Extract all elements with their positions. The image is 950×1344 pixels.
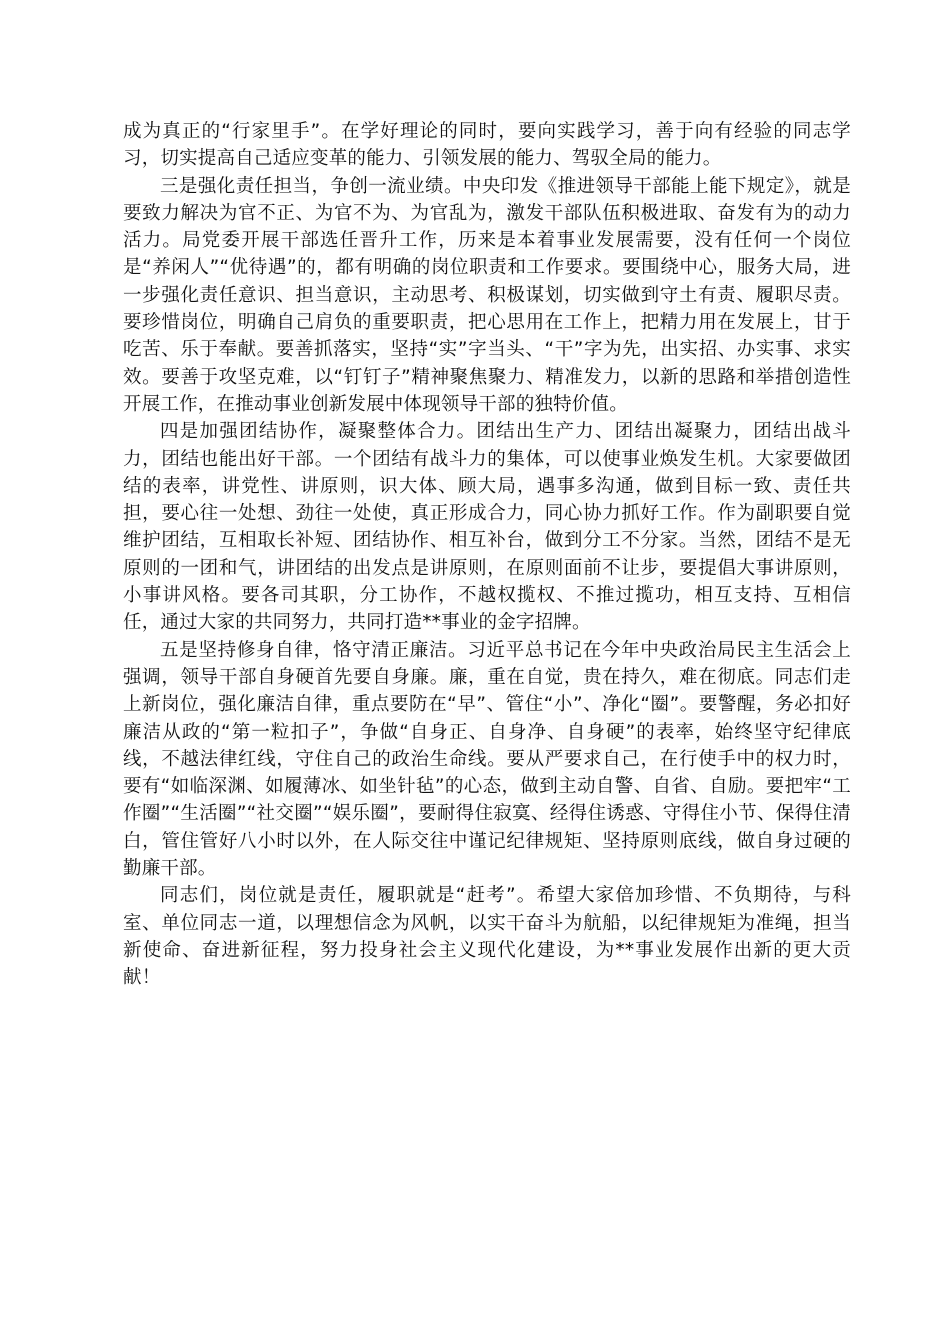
paragraph-responsibility: 三是强化责任担当，争创一流业绩。中央印发《推进领导干部能上能下规定》，就是要致力解决为官不正、为官不为、为官乱为，激发干部队伍积极进取、奋发有为的动力活力。局党委开展干部选任晋升工作，历来是本着事业发展需要，没有任何一个岗位是“养闲人”“优待遇”的，都有明确的岗位职责和工作要求。要围绕中心，服务大局，进一步强化责任意识、担当意识，主动思考、积极谋划，切实做到守土有责、履职尽责。要珍惜岗位，明确自己肩负的重要职责，把心思用在工作上，把精力用在发展上，甘于吃苦、乐于奉献。要善抓落实，坚持“实”字当头、“干”字为先，出实招、办实事、求实效。要善于攻坚克难，以“钉钉子”精神聚焦聚力、精准发力，以新的思路和举措创造性开展工作，在推动事业创新发展中体现领导干部的独特价值。 [123,175,851,415]
document-page [123,118,851,992]
paragraph-unity: 四是加强团结协作，凝聚整体合力。团结出生产力、团结出凝聚力，团结出战斗力，团结也能出好干部。一个团结有战斗力的集体，可以使事业焕发生机。大家要做团结的表率，讲党性、讲原则，识大体、顾大局，遇事多沟通，做到目标一致、责任共担，要心往一处想、劲往一处使，真正形成合力，同心协力抓好工作。作为副职要自觉维护团结，互相取长补短、团结协作、相互补台，做到分工不分家。当然，团结不是无原则的一团和气，讲团结的出发点是讲原则，在原则面前不让步，要提倡大事讲原则，小事讲风格。要各司其职，分工协作，不越权揽权、不推过揽功，相互支持、互相信任，通过大家的共同努力，共同打造**事业的金字招牌。 [123,421,851,634]
paragraph-continuation: 成为真正的“行家里手”。在学好理论的同时，要向实践学习，善于向有经验的同志学习，切实提高自己适应变革的能力、引领发展的能力、驾驭全局的能力。 [123,121,851,170]
paragraph-integrity: 五是坚持修身自律，恪守清正廉洁。习近平总书记在今年中央政治局民主生活会上强调，领导干部自身硬首先要自身廉。廉，重在自觉，贵在持久，难在彻底。同志们走上新岗位，强化廉洁自律，重点要防在“早”、管住“小”、净化“圈”。要警醒，务必扣好廉洁从政的“第一粒扣子”，争做“自身正、自身净、自身硬”的表率，始终坚守纪律底线，不越法律红线，守住自己的政治生命线。要从严要求自己，在行使手中的权力时，要有“如临深渊、如履薄冰、如坐针毡”的心态，做到主动自警、自省、自励。要把牢“工作圈”“生活圈”“社交圈”“娱乐圈”，要耐得住寂寞、经得住诱惑、守得住小节、保得住清白，管住管好八小时以外，在人际交往中谨记纪律规矩、坚持原则底线，做自身过硬的勤廉干部。 [123,639,851,880]
paragraph-closing: 同志们，岗位就是责任，履职就是“赶考”。希望大家倍加珍惜、不负期待，与科室、单位同志一道，以理想信念为风帆，以实干奋斗为航船，以纪律规矩为准绳，担当新使命、奋进新征程，努力投身社会主义现代化建设，为**事业发展作出新的更大贡献！ [123,885,851,989]
